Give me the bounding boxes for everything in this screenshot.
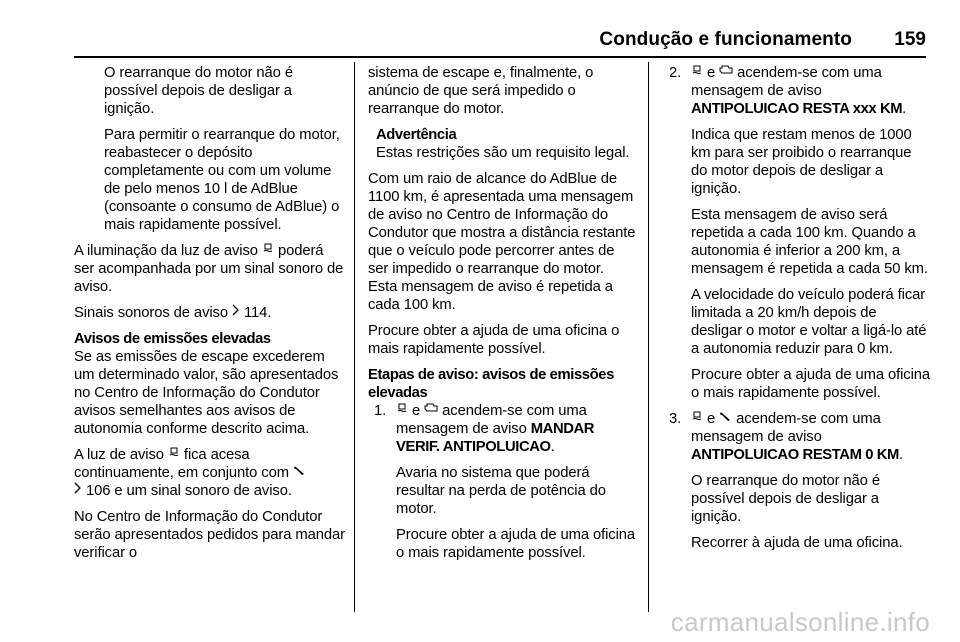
- paragraph: Indica que restam menos de 1000 km para ser proibido o rearranque do motor depois de desligar a ignição.: [691, 127, 912, 197]
- engine-check-icon: [719, 64, 733, 78]
- watermark: carmanualsonline.info: [670, 607, 930, 637]
- adblue-warning-icon: [691, 64, 703, 78]
- list-number: 1.: [374, 403, 387, 419]
- paragraph: Se as emissões de escape excederem um determinado valor, são apresentados no Centro de Informação do Condutor avisos semelhantes aos avisos de autonomia conforme descrito acima.: [74, 349, 339, 437]
- list-item: [669, 64, 931, 402]
- header-rule: [74, 56, 926, 58]
- paragraph: A velocidade do veículo poderá ficar limitada a 20 km/h depois de desligar o motor e voltar a ligá-lo até a autonomia reduzir para 0 km.: [691, 287, 927, 357]
- column-divider-1: [354, 62, 355, 612]
- list-item: [669, 410, 931, 552]
- paragraph: No Centro de Informação do Condutor serão apresentados pedidos para mandar verificar o: [74, 509, 345, 561]
- paragraph: Com um raio de alcance do AdBlue de 1100 km, é apresentada uma mensagem de aviso no Centro de Informação do Condutor que mostra a distância restante que o veículo pode percorrer antes de ser impedido o rearranque do motor. Esta mensagem de aviso é repetida a cada 100 km.: [368, 171, 636, 313]
- list-item: [374, 402, 636, 562]
- paragraph: sistema de escape e, finalmente, o anúncio de que será impedido o rearranque do motor.: [368, 65, 594, 117]
- paragraph: A iluminação da luz de aviso poderá ser acompanhada por um sinal sonoro de aviso.: [74, 243, 344, 295]
- column-2: [368, 64, 636, 570]
- paragraph: Procure obter a ajuda de uma oficina o mais rapidamente possível.: [691, 367, 931, 401]
- service-wrench-icon: [719, 410, 732, 424]
- paragraph: Esta mensagem de aviso será repetida a cada 100 km. Quando a autonomia é inferior a 200 km, a mensagem é repetida a cada 50 km.: [691, 207, 928, 277]
- paragraph: e acendem-se com uma mensagem de aviso ANTIPOLUICAO RESTAM 0 KM.: [691, 411, 903, 463]
- warning-title: Advertência: [376, 127, 457, 143]
- paragraph: O rearranque do motor não é possível depois de desligar a ignição.: [104, 65, 293, 117]
- paragraph: Sinais sonoros de aviso 114.: [74, 305, 272, 321]
- column-divider-2: [648, 62, 649, 612]
- section-heading: Avisos de emissões elevadas: [74, 331, 271, 347]
- paragraph: Recorrer à ajuda de uma oficina.: [691, 535, 903, 551]
- column-1: [74, 64, 346, 570]
- page-reference-icon: [232, 304, 240, 318]
- column-3: [669, 64, 931, 560]
- page-number: 159: [894, 29, 926, 50]
- adblue-warning-icon: [262, 242, 274, 256]
- service-wrench-icon: [293, 464, 306, 478]
- paragraph: A luz de aviso fica acesa continuamente, em conjunto com 106 e um sinal sonoro de aviso.: [74, 446, 346, 500]
- adblue-warning-icon: [396, 402, 408, 416]
- paragraph: O rearranque do motor não é possível depois de desligar a ignição.: [691, 473, 880, 525]
- paragraph: e acendem-se com uma mensagem de aviso MANDAR VERIF. ANTIPOLUICAO.: [396, 403, 595, 455]
- adblue-warning-icon: [168, 446, 180, 460]
- page-title: Condução e funcionamento: [599, 29, 852, 50]
- page-reference-icon: [74, 482, 82, 496]
- warning-text: Estas restrições são um requisito legal.: [376, 145, 630, 161]
- paragraph: Procure obter a ajuda de uma oficina o mais rapidamente possível.: [396, 527, 636, 561]
- paragraph: Para permitir o rearranque do motor, reabastecer o depósito completamente ou com um volume de pelo menos 10 l de AdBlue (consoante o consumo de AdBlue) o mais rapidamente possível.: [104, 127, 340, 233]
- warning-box: [368, 126, 636, 162]
- paragraph: Avaria no sistema que poderá resultar na perda de potência do motor.: [396, 465, 606, 517]
- page-header: [0, 26, 960, 56]
- engine-check-icon: [424, 402, 438, 416]
- paragraph: Procure obter a ajuda de uma oficina o mais rapidamente possível.: [368, 323, 620, 357]
- list-number: 2.: [669, 65, 682, 81]
- list-number: 3.: [669, 411, 682, 427]
- section-heading: Etapas de aviso: avisos de emissões elevadas: [368, 367, 614, 401]
- adblue-warning-icon: [691, 410, 703, 424]
- paragraph: e acendem-se com uma mensagem de aviso ANTIPOLUICAO RESTA xxx KM.: [691, 65, 907, 117]
